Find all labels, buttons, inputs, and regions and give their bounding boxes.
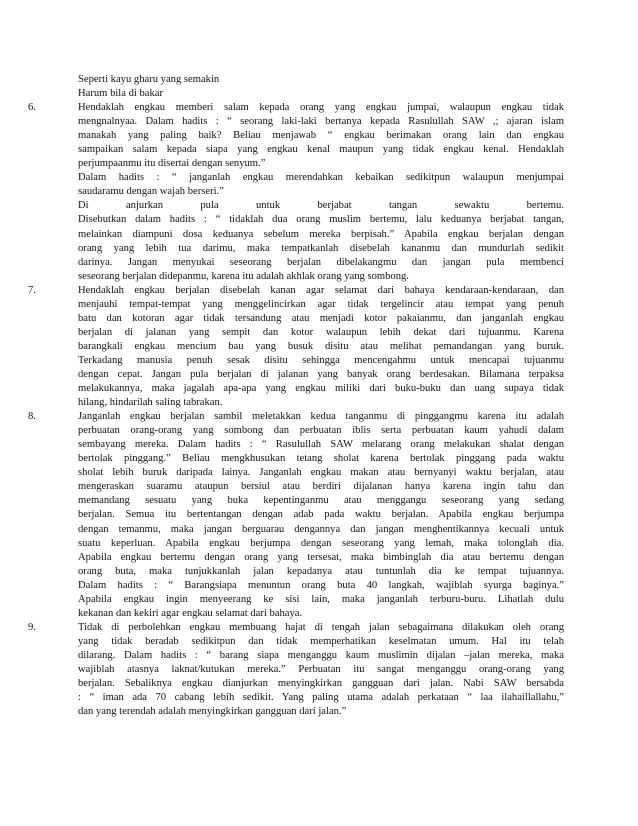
- document-body: [28, 73, 564, 719]
- text-line: [78, 87, 564, 101]
- text-line: [78, 185, 564, 199]
- line-text: Di anjurkan pula untuk berjabat tangan sewaktu bertemu.: [78, 200, 564, 212]
- line-text: dilarang. Dalam hadits : “ barang siapa menganggu kaum muslimin dijalan –jalan mereka, maka: [78, 649, 564, 661]
- text-line: [78, 73, 564, 87]
- line-text: Apabila engkau bertemu dengan orang yang tersesat, maka bimbinglah dia atau bertemu dengan: [78, 551, 564, 563]
- line-text: berjalan. Sebaliknya engkau dianjurkan menyingkirkan gangguan dari jalan. Nabi SAW bersabda: [78, 678, 564, 690]
- line-text: batu dan kotoran agar tidak tersandung atau menjadi kotor pakaianmu, dan janganlah engkau: [78, 312, 564, 324]
- text-line: [78, 242, 564, 256]
- text-line: [78, 143, 564, 157]
- line-text: bertolak pinggang.” Beliau mengkhusukan tetang sholat karena bertolak pinggang pada waktu: [78, 453, 564, 465]
- text-line: [78, 551, 564, 565]
- text-line: [78, 593, 564, 607]
- line-text: perbuatan orang-orang yang sombong dan perbuatan iblis serta perbuatan kaum yahudi dalam: [78, 425, 564, 437]
- text-line: [78, 607, 564, 621]
- line-text: hilang, hindarilah saling tabrakan.: [78, 397, 223, 409]
- text-line: [28, 410, 564, 424]
- line-text: manakah yang paling baik? Beliau menjawab “ engkau berimakan orang lain dan engkau: [78, 130, 564, 142]
- list-item-number: 6.: [28, 102, 36, 114]
- text-line: [78, 663, 564, 677]
- text-line: [78, 199, 564, 213]
- line-text: suatu keperluan. Apabila engkau berjumpa dengan seseorang yang lemah, maka tolonglah dia.: [78, 537, 564, 549]
- line-text: Disebutkan dalam hadits : “ tidaklah dua orang muslim bertemu, lalu keduanya berjabat tangan,: [78, 214, 564, 226]
- line-text: barangkali engkau mencium bau yang busuk disitu atau melihat pemandangan yang buruk.: [78, 340, 564, 352]
- line-text: Hendaklah engkau berjalan disebelah kanan agar selamat dari bahaya kendaraan-kendaraan, dan: [78, 284, 564, 296]
- text-line: [78, 129, 564, 143]
- line-text: melakukannya, maka jagalah apa-apa yang engkau miliki dari buku-buku dan uang supaya tidak: [78, 383, 564, 395]
- text-line: [78, 466, 564, 480]
- line-text: perjumpaanmu itu disertai dengan senyum.”: [78, 158, 266, 170]
- text-line: [78, 340, 564, 354]
- line-text: berjalan. Semua itu bertentangan dengan adab pada waktu berjalan. Apabila engkau berjumpa: [78, 509, 564, 521]
- line-text: Terkadang manusia penuh sesak disitu sehingga mencengahmu untuk mencapai tujuanmu: [78, 354, 564, 366]
- text-line: [78, 256, 564, 270]
- text-line: [78, 508, 564, 522]
- text-line: [78, 326, 564, 340]
- line-text: orang buta, maka tunjukkanlah jalan kepadanya atau tuntunlah dia ke tempat tujuannya.: [78, 565, 564, 577]
- line-text: Tidak di perbolehkan engkau membuang hajat di tengah jalan sebagaimana dilakukan oleh orang: [78, 621, 564, 633]
- text-line: [28, 621, 564, 635]
- list-item-number: 8.: [28, 411, 36, 423]
- line-text: wajiblah atasnya laknat/kutukan mereka.” Perbuatan itu sangat menganggu orang-orang yang: [78, 663, 564, 675]
- line-text: Hendaklah engkau memberi salam kepada orang yang engkau jumpai, walaupun engkau tidak: [78, 102, 564, 114]
- text-line: [78, 312, 564, 326]
- line-text: dengan temanmu, maka jangan berguarau dengannya dan jangan menghentikannya kecuali untuk: [78, 523, 564, 535]
- line-text: sampaikan salam kepada siapa yang engkau kenal maupun yang tidak engkau kenal. Hendaklah: [78, 144, 564, 156]
- text-line: [78, 382, 564, 396]
- text-line: [78, 424, 564, 438]
- text-line: [78, 115, 564, 129]
- line-text: dengan cepat. Jangan pula berjalan di jalanan yang banyak orang berdesakan. Bilamana terpaksa: [78, 368, 564, 380]
- text-line: [78, 494, 564, 508]
- text-line: [78, 677, 564, 691]
- line-text: Dalam hadits : “ janganlah engkau merendahkan kebaikan sedikitpun walaupun menjumpai: [78, 172, 564, 184]
- line-text: saudaramu dengan wajah berseri.”: [78, 186, 224, 198]
- text-line: [78, 635, 564, 649]
- line-text: kekanan dan kekiri agar engkau selamat dari bahaya.: [78, 607, 303, 619]
- line-text: yang tidak beradab sedikitpun dan tidak memperhatikan keselmatan umum. Hal itu telah: [78, 635, 564, 647]
- text-line: [78, 438, 564, 452]
- line-text: Dalam hadits : “ Barangsiapa menuntun orang buta 40 langkah, wajiblah syurga baginya.”: [78, 579, 564, 591]
- text-line: [28, 101, 564, 115]
- line-text: Janganlah engkau berjalan sambil meletakkan kedua tanganmu di pinggangmu karena itu adalah: [78, 411, 564, 423]
- line-text: berjalan di jalanan yang sempit dan kotor walaupun lebih dekat dari tujuanmu. Karena: [78, 326, 564, 338]
- line-text: melainkan diampuni dosa keduanya sebelum mereka berpisah.” Apabila engkau berjalan dengan: [78, 228, 564, 240]
- line-text: memandang sesuatu yang buka kepentinganmu atau menggangu seseorang yang sedang: [78, 495, 564, 507]
- text-line: [78, 298, 564, 312]
- line-text: orang yang lebih tua darimu, maka tempatkanlah disebelah kananmu dan mundurlah sedikit: [78, 242, 564, 254]
- text-line: [78, 523, 564, 537]
- line-text: darinya. Jangan menyukai seseorang berjalan dibelakangmu dan jangan pula membenci: [78, 256, 564, 268]
- text-line: [78, 213, 564, 227]
- text-line: [78, 480, 564, 494]
- line-text: sholat lebih buruk daripada lainya. Janganlah engkau makan atau bernyanyi waktu berjalan, atau: [78, 467, 564, 479]
- text-line: [78, 157, 564, 171]
- text-line: [28, 284, 564, 298]
- text-line: [78, 579, 564, 593]
- text-line: [78, 228, 564, 242]
- line-text: seseorang berjalan didepanmu, karena itu adalah akhlak orang yang sombong.: [78, 270, 409, 282]
- text-line: [78, 537, 564, 551]
- text-line: [78, 691, 564, 705]
- line-text: mengnalnyaa. Dalam hadits : “ seorang laki-laki bertanya kepada Rasulullah SAW ,; ajaran islam: [78, 116, 564, 128]
- text-line: [78, 368, 564, 382]
- text-line: [78, 649, 564, 663]
- line-text: Seperti kayu gharu yang semakin: [78, 74, 220, 85]
- text-line: [78, 452, 564, 466]
- text-line: [78, 565, 564, 579]
- text-line: [78, 396, 564, 410]
- list-item-number: 7.: [28, 284, 36, 296]
- line-text: Harum bila di bakar: [78, 88, 164, 100]
- line-text: menjauhi tempat-tempat yang menggelincirkan agar tidak tergelincir atau tempat yang penuh: [78, 298, 564, 310]
- text-line: [78, 354, 564, 368]
- line-text: mengeraskan suaramu ataupun bersiul atau berdiri dijalanan hanya karena ingin tahu dan: [78, 481, 564, 493]
- text-line: [78, 705, 564, 719]
- line-text: : “ iman ada 70 cabang lebih sedikit. Yang paling utama adalah perkataan “ laa ilahaillallahu,”: [78, 692, 564, 704]
- text-line: [78, 171, 564, 185]
- line-text: Apabila engkau ingin menyeerang ke sisi lain, maka janganlah terburu-buru. Lihatlah dulu: [78, 593, 564, 605]
- text-line: [78, 270, 564, 284]
- line-text: dan yang terendah adalah menyingkirkan gangguan dari jalan.”: [78, 706, 347, 718]
- list-item-number: 9.: [28, 621, 36, 633]
- line-text: sembayang mereka. Dalam hadits : “ Rasulullah SAW melarang orang melakukan shalat dengan: [78, 439, 564, 451]
